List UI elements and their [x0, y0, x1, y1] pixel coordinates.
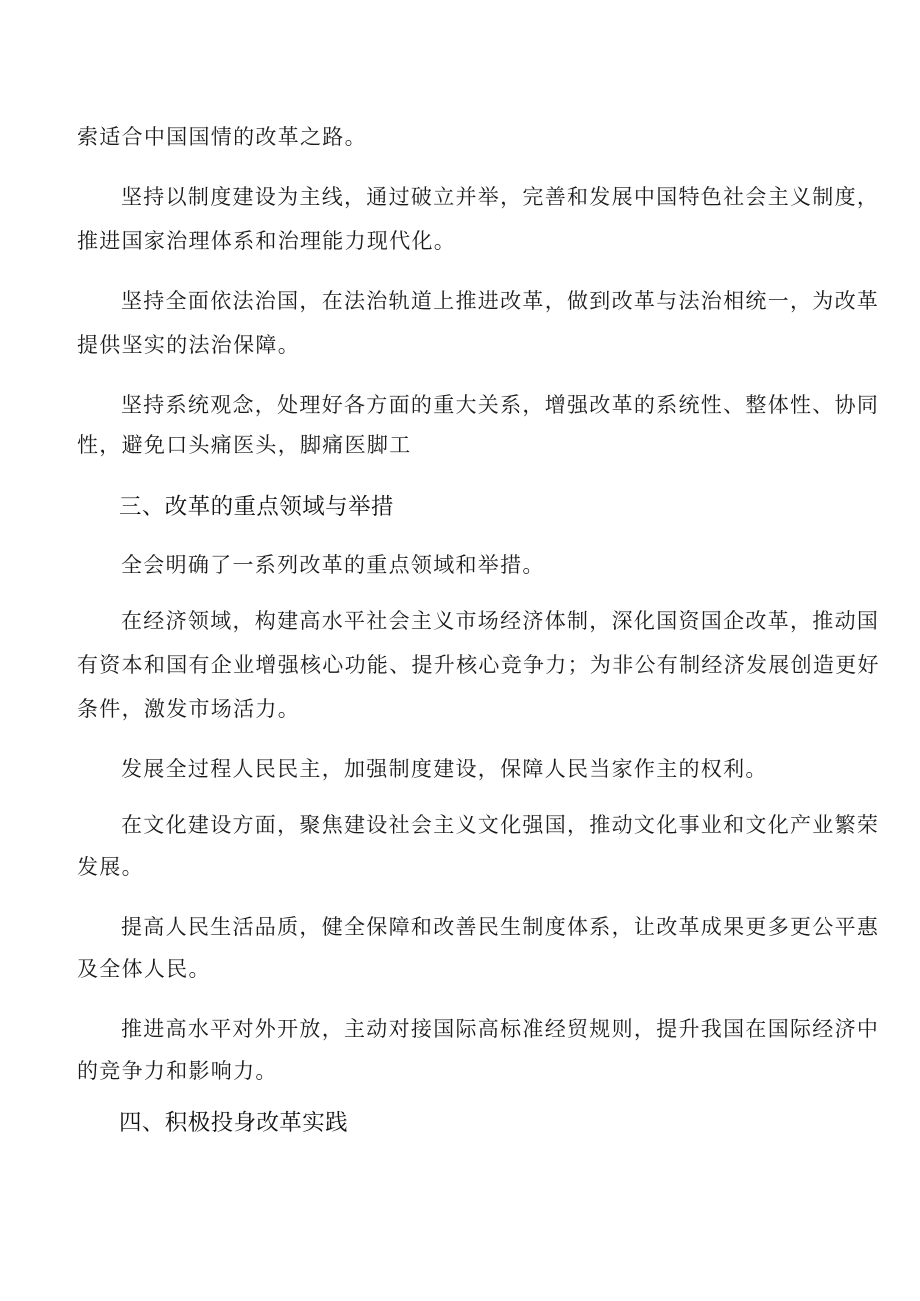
paragraph-line: 在经济领域，构建高水平社会主义市场经济体制，深化国资国企改革，推动国	[121, 609, 880, 633]
paragraph-line: 在文化建设方面，聚焦建设社会主义文化强国，推动文化事业和文化产业繁荣	[121, 813, 880, 837]
section-heading: 三、改革的重点领域与举措	[119, 494, 394, 520]
section-heading: 四、积极投身改革实践	[119, 1110, 349, 1136]
paragraph-line: 性，避免口头痛医头，脚痛医脚工	[77, 433, 412, 457]
paragraph-line: 提高人民生活品质，健全保障和改善民生制度体系，让改革成果更多更公平惠	[121, 915, 880, 939]
paragraph-line: 推进国家治理体系和治理能力现代化。	[77, 229, 457, 253]
paragraph-line: 及全体人民。	[77, 957, 211, 981]
paragraph-line: 有资本和国有企业增强核心功能、提升核心竞争力；为非公有制经济发展创造更好	[77, 653, 880, 677]
paragraph-line: 索适合中国国情的改革之路。	[77, 125, 367, 149]
paragraph-line: 的竞争力和影响力。	[77, 1059, 278, 1083]
paragraph-line: 坚持全面依法治国，在法治轨道上推进改革，做到改革与法治相统一，为改革	[121, 289, 880, 313]
paragraph-line: 坚持以制度建设为主线，通过破立并举，完善和发展中国特色社会主义制度，	[121, 185, 880, 209]
paragraph-line: 推进高水平对外开放，主动对接国际高标准经贸规则，提升我国在国际经济中	[121, 1017, 880, 1041]
paragraph-line: 提供坚实的法治保障。	[77, 333, 300, 357]
paragraph-line: 发展。	[77, 855, 144, 879]
paragraph-line: 全会明确了一系列改革的重点领域和举措。	[121, 553, 545, 577]
paragraph-line: 发展全过程人民民主，加强制度建设，保障人民当家作主的权利。	[121, 757, 768, 781]
paragraph-line: 坚持系统观念，处理好各方面的重大关系，增强改革的系统性、整体性、协同	[121, 393, 880, 417]
paragraph-line: 条件，激发市场活力。	[77, 697, 300, 721]
